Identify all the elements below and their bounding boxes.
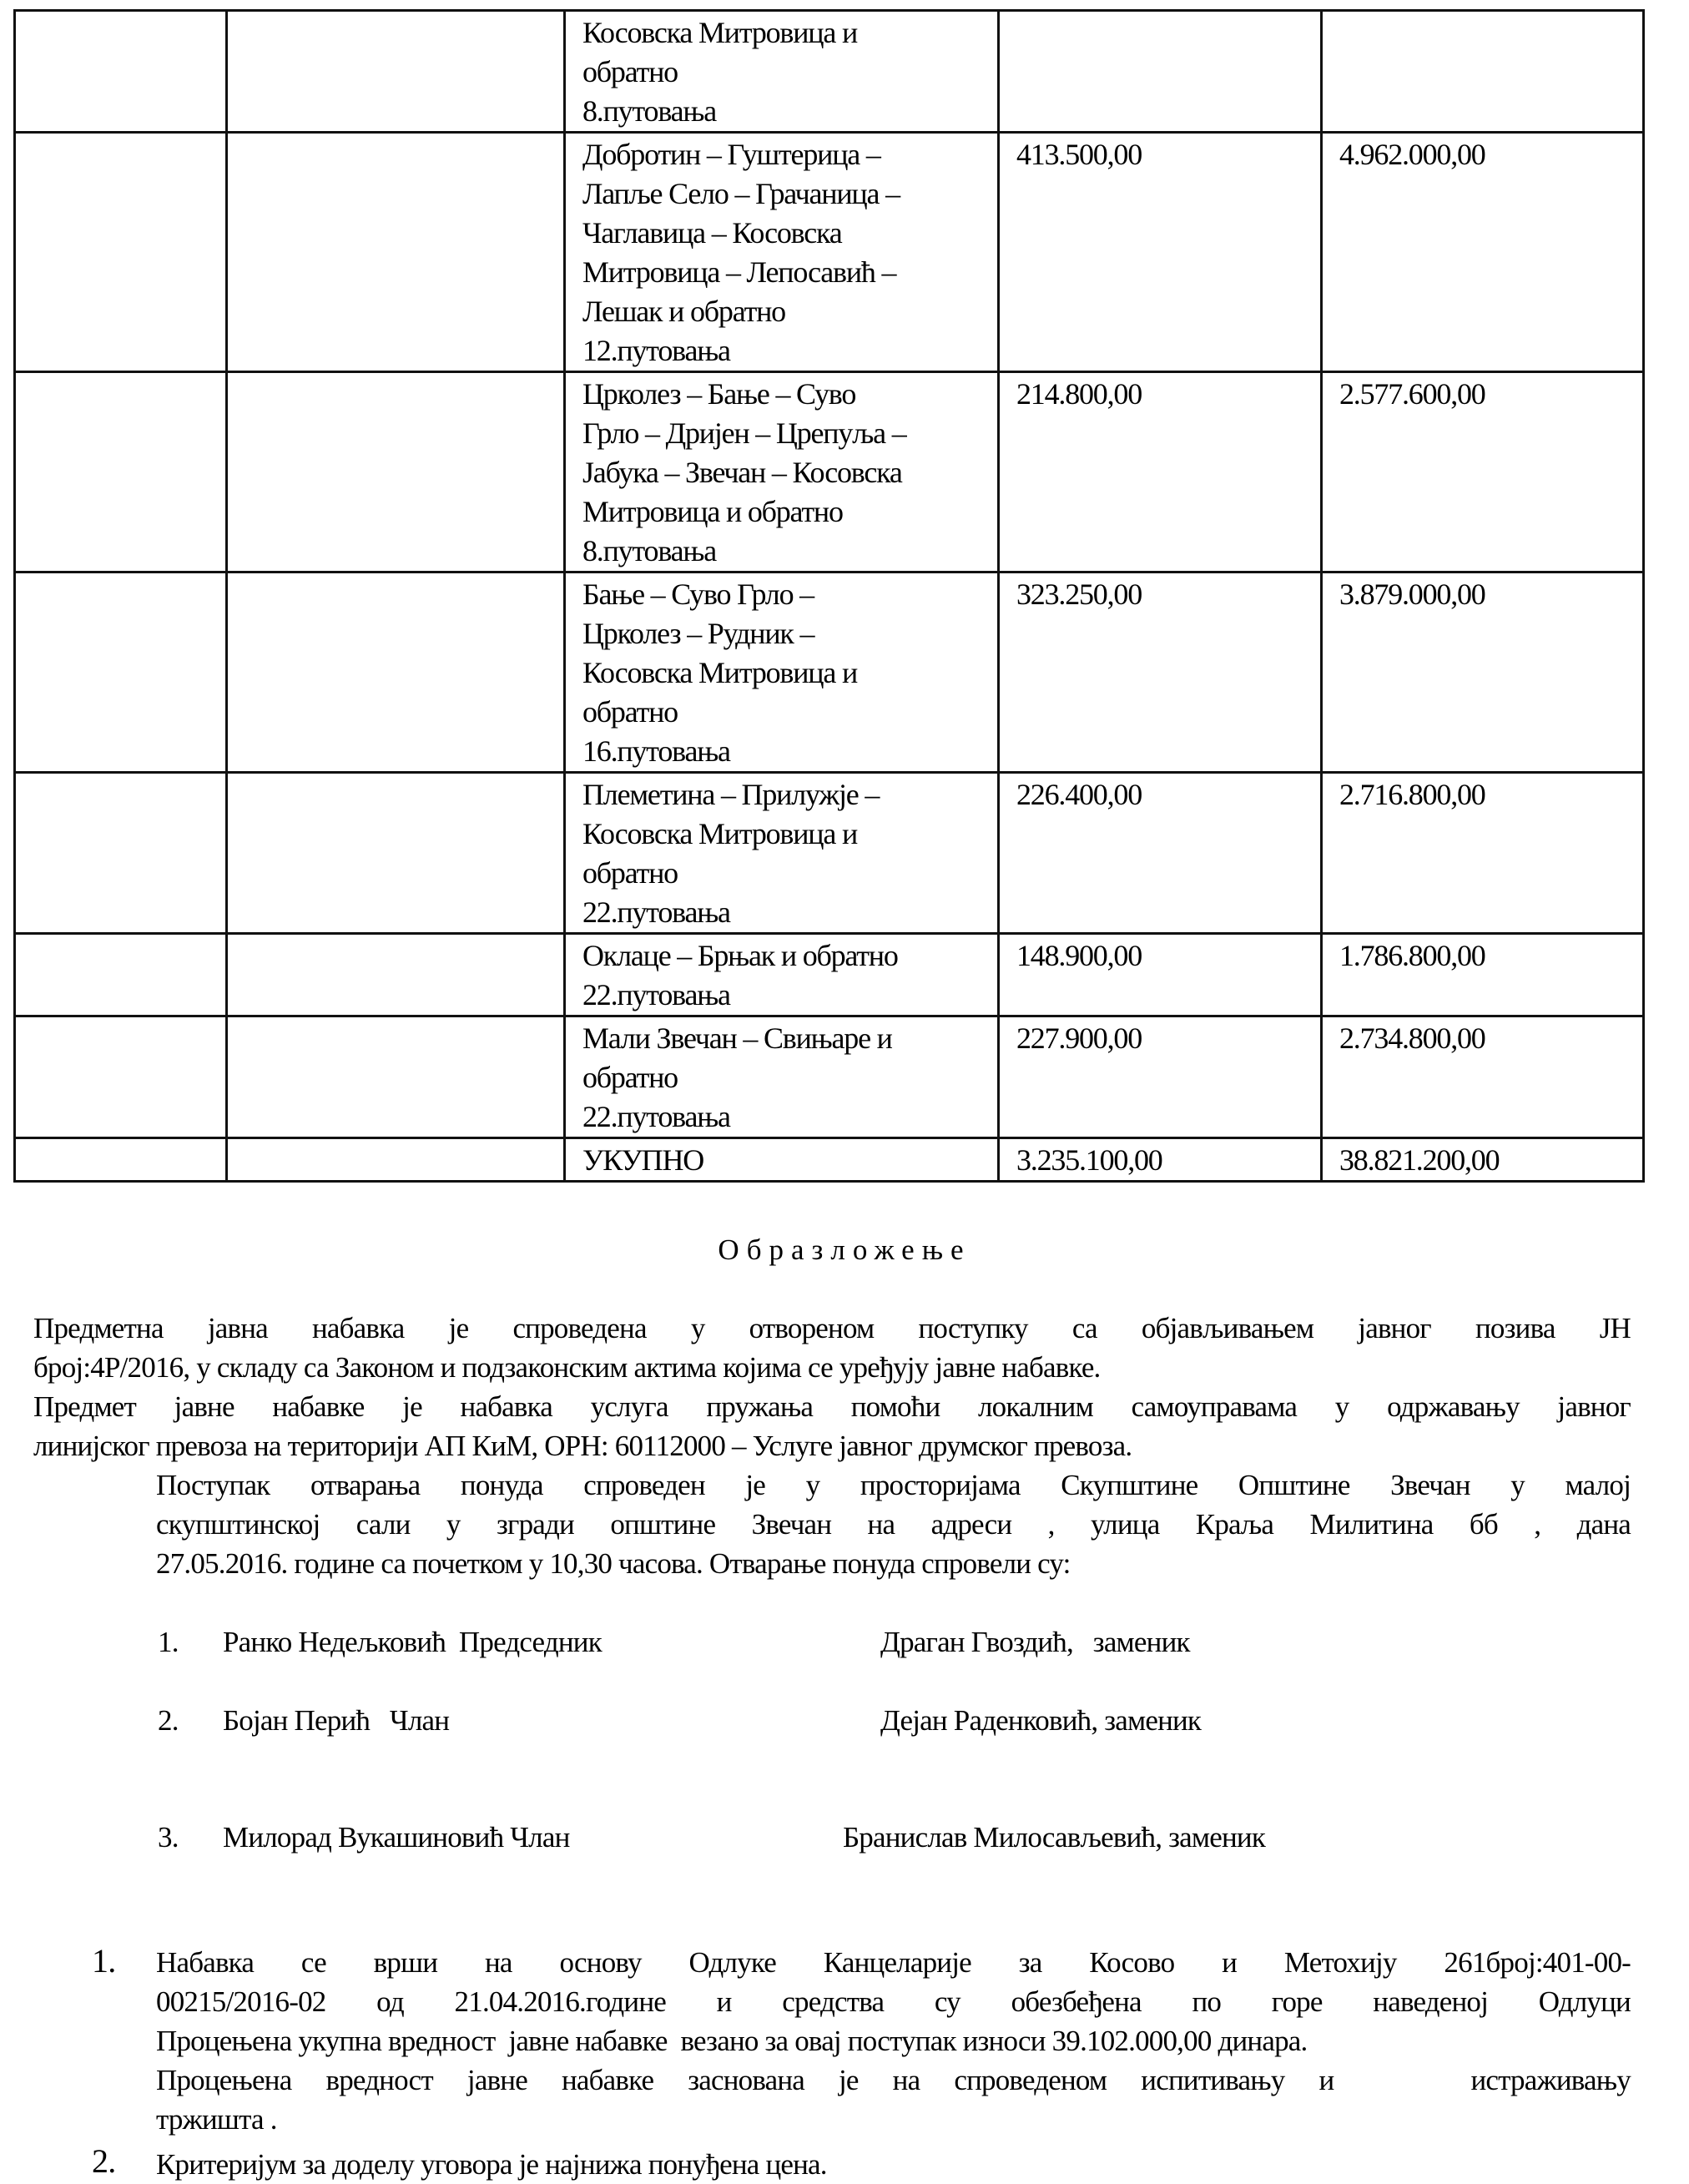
monthly-cell: 214.800,00 (999, 372, 1322, 572)
cell-empty (15, 372, 227, 572)
route-cell (565, 773, 999, 934)
route-trips: 8.путовања (582, 534, 717, 567)
annual-cell: 2.716.800,00 (1322, 773, 1644, 934)
section-heading: Образложење (718, 1233, 971, 1266)
list-number: 2. (92, 2142, 116, 2180)
list-number: 1. (92, 1942, 116, 1980)
route-line: обратно (582, 856, 678, 890)
route-line: Добротин – Гуштерица – (582, 138, 880, 171)
route-line: Оклаце – Брњак и обратно (582, 939, 898, 972)
route-line: обратно (582, 695, 678, 729)
annual-cell: 2.734.800,00 (1322, 1016, 1644, 1138)
list-item-1 (156, 1943, 1631, 2139)
cell-empty (227, 934, 565, 1016)
opening-line: 27.05.2016. године са почетком у 10,30 часова. Отварање понуда спровели су: (156, 1547, 1071, 1580)
route-trips: 12.путовања (582, 334, 730, 367)
monthly-cell (999, 11, 1322, 133)
route-trips: 16.путовања (582, 734, 730, 768)
route-line: Мали Звечан – Свињаре и (582, 1021, 892, 1055)
total-row (15, 1138, 1644, 1182)
route-trips: 22.путовања (582, 978, 730, 1011)
table-row (15, 572, 1644, 773)
total-label-cell: УКУПНО (565, 1138, 999, 1182)
cell-empty (15, 133, 227, 372)
annual-cell: 2.577.600,00 (1322, 372, 1644, 572)
annual-cell: 1.786.800,00 (1322, 934, 1644, 1016)
list-line: Процењена вредност јавне набавке заснована је на спроведеном испитивању и истраживању (156, 2064, 1631, 2096)
cell-empty (15, 773, 227, 934)
route-line: Јабука – Звечан – Косовска (582, 456, 902, 489)
list-line: Критеријум за доделу уговора је најнижа понуђена цена. (156, 2148, 827, 2181)
monthly-cell: 148.900,00 (999, 934, 1322, 1016)
intro-line: број:4Р/2016, у складу са Законом и подзаконским актима којима се уређују јавне набавке. (33, 1351, 1101, 1384)
annual-cell (1322, 11, 1644, 133)
commission-number: 2. (158, 1704, 179, 1737)
cell-empty (227, 773, 565, 934)
monthly-cell: 227.900,00 (999, 1016, 1322, 1138)
route-line: Косовска Митровица и (582, 656, 858, 689)
route-cell (565, 133, 999, 372)
opening-line: скупштинској сали у згради општине Звечан на адреси , улица Краља Милитина бб , дана (156, 1508, 1631, 1541)
route-trips: 22.путовања (582, 1100, 730, 1133)
total-monthly-cell: 3.235.100,00 (999, 1138, 1322, 1182)
cell-empty (15, 1016, 227, 1138)
route-line: обратно (582, 1061, 678, 1094)
table-row (15, 372, 1644, 572)
table-row (15, 934, 1644, 1016)
route-cell (565, 934, 999, 1016)
route-cell (565, 1016, 999, 1138)
table-row (15, 1016, 1644, 1138)
monthly-cell: 323.250,00 (999, 572, 1322, 773)
list-line: Набавка се врши на основу Одлуке Канцеларије за Косово и Метохију 261број:401-00- (156, 1946, 1631, 1979)
route-cell (565, 11, 999, 133)
routes-table (13, 9, 1645, 1183)
route-line: Лапље Село – Грачаница – (582, 177, 900, 210)
total-annual-cell: 38.821.200,00 (1322, 1138, 1644, 1182)
opening-paragraph (156, 1465, 1631, 1583)
annual-cell: 3.879.000,00 (1322, 572, 1644, 773)
cell-empty (227, 372, 565, 572)
route-line: обратно (582, 55, 678, 88)
route-cell (565, 572, 999, 773)
commission-deputy: Дејан Раденковић, заменик (880, 1704, 1202, 1737)
commission-deputy: Драган Гвоздић, заменик (880, 1626, 1190, 1658)
cell-empty (227, 133, 565, 372)
table-row (15, 773, 1644, 934)
cell-empty (15, 1138, 227, 1182)
route-line: Црколез – Бање – Суво (582, 377, 856, 411)
route-trips: 8.путовања (582, 94, 717, 128)
route-line: Грло – Дријен – Црепуља – (582, 416, 906, 450)
intro-line: Предметна јавна набавка је спроведена у отвореном поступку са објављивањем јавног позива ЈН (33, 1312, 1631, 1344)
commission-number: 3. (158, 1821, 179, 1854)
route-line: Црколез – Рудник – (582, 617, 814, 650)
opening-line: Поступак отварања понуда спроведен је у просторијама Скупштине Општине Звечан у малој (156, 1469, 1631, 1501)
monthly-cell: 226.400,00 (999, 773, 1322, 934)
cell-empty (227, 1016, 565, 1138)
list-line: Процењена укупна вредност јавне набавке везано за овај поступак износи 39.102.000,00 динара. (156, 2025, 1308, 2057)
cell-empty (227, 572, 565, 773)
cell-empty (15, 11, 227, 133)
commission-member: Ранко Недељковић Председник (223, 1626, 602, 1658)
route-line: Косовска Митровица и (582, 16, 858, 49)
intro-line: линијског превоза на територији АП КиМ, ОРН: 60112000 – Услуге јавног друмског превоза. (33, 1430, 1132, 1462)
list-line: 00215/2016-02 од 21.04.2016.године и средства су обезбеђена по горе наведеној Одлуци (156, 1985, 1631, 2018)
table-row (15, 133, 1644, 372)
list-line: тржишта . (156, 2103, 277, 2136)
cell-empty (15, 934, 227, 1016)
route-line: Чаглавица – Косовска (582, 216, 842, 250)
commission-deputy: Бранислав Милосављевић, заменик (843, 1821, 1266, 1854)
route-line: Косовска Митровица и (582, 817, 858, 850)
list-item-2 (156, 2145, 1631, 2184)
monthly-cell: 413.500,00 (999, 133, 1322, 372)
route-trips: 22.путовања (582, 895, 730, 929)
route-cell (565, 372, 999, 572)
intro-line: Предмет јавне набавке је набавка услуга пружања помоћи локалним самоуправама у одржавању јавног (33, 1390, 1631, 1423)
intro-paragraph (33, 1309, 1631, 1465)
commission-member: Бојан Перић Члан (223, 1704, 450, 1737)
commission-member: Милорад Вукашиновић Члан (223, 1821, 570, 1854)
route-line: Лешак и обратно (582, 295, 785, 328)
annual-cell: 4.962.000,00 (1322, 133, 1644, 372)
cell-empty (15, 572, 227, 773)
commission-number: 1. (158, 1626, 179, 1658)
route-line: Бање – Суво Грло – (582, 578, 814, 611)
route-line: Племетина – Прилужје – (582, 778, 880, 811)
cell-empty (227, 11, 565, 133)
table-row (15, 11, 1644, 133)
route-line: Митровица и обратно (582, 495, 843, 528)
cell-empty (227, 1138, 565, 1182)
route-line: Митровица – Лепосавић – (582, 255, 896, 289)
